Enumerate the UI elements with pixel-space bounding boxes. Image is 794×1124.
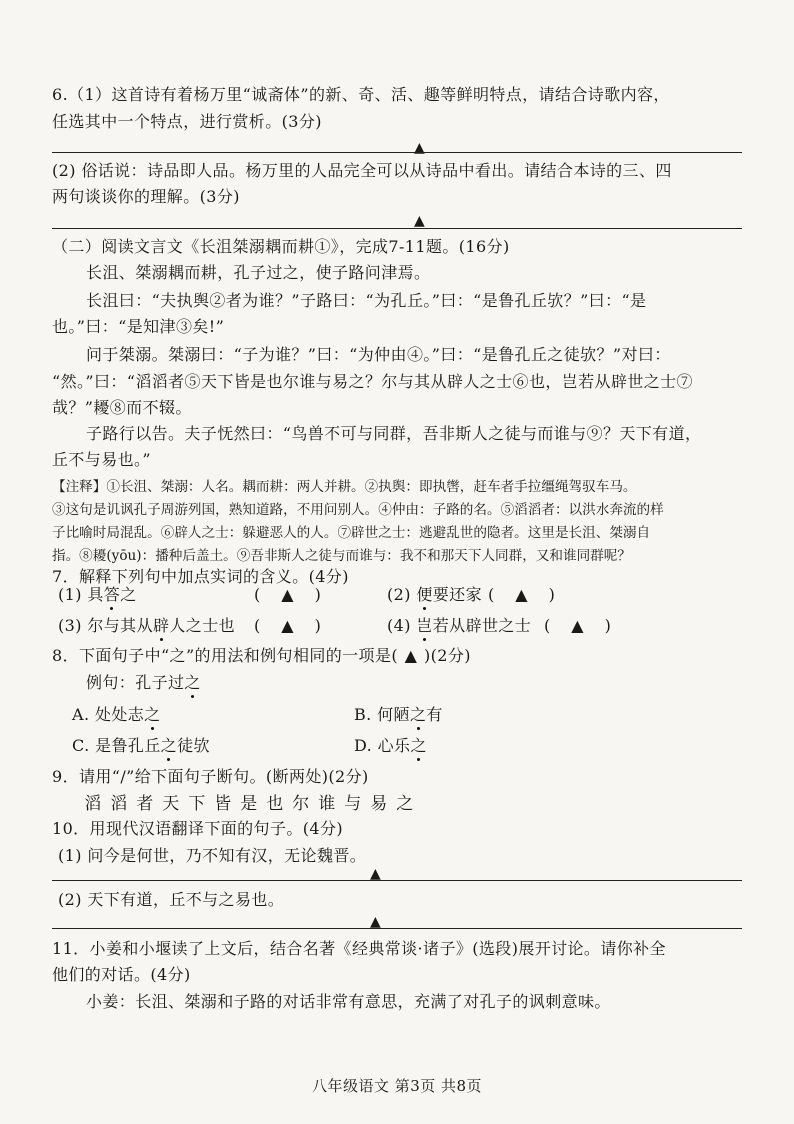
q9-sentence-to-punctuate: 滔 滔 者 天 下 皆 是 也 尔 谁 与 易 之 bbox=[84, 794, 414, 814]
q8-example: 例句：孔子过之 bbox=[86, 673, 201, 692]
q7-item-1-answer-blank: ( ▲ ) bbox=[254, 585, 322, 604]
q8-option-b: B. 何陋之有 bbox=[354, 705, 443, 724]
answer-line bbox=[52, 880, 742, 881]
q7-item-2-answer-blank: ( ▲ ) bbox=[488, 585, 556, 604]
annotation-line: ③这句是讥讽孔子周游列国，熟知道路，不用问别人。④仲由：子路的名。⑤滔滔者：以洪水奔流的样 bbox=[52, 502, 664, 518]
q8-stem: 8．下面句子中“之”的用法和例句相同的一项是( ▲ )(2分) bbox=[52, 646, 471, 665]
q8-option-c: C. 是鲁孔丘之徒欤 bbox=[72, 736, 210, 755]
q11-line-1: 11．小姜和小堰读了上文后，结合名著《经典常谈·诸子》(选段)展开讨论。请你补全 bbox=[52, 939, 666, 958]
q11-line-2: 他们的对话。(4分) bbox=[52, 965, 191, 984]
q10-sentence-2: (2) 天下有道，丘不与之易也。 bbox=[58, 890, 285, 909]
classical-text-line: 长沮曰：“夫执舆②者为谁？”子路曰：“为孔丘。”曰：“是鲁孔丘欤？”曰：“是 bbox=[86, 291, 647, 310]
q11-line-3: 小姜：长沮、桀溺和子路的对话非常有意思，充满了对孔子的讽刺意味。 bbox=[86, 992, 611, 1011]
answer-line bbox=[52, 228, 742, 229]
q7-item-3-answer-blank: ( ▲ ) bbox=[254, 616, 322, 635]
q7-item-2: (2) 便要还家 bbox=[387, 585, 482, 604]
q6-part2-line-2: 两句谈谈你的理解。(3分) bbox=[52, 187, 240, 206]
q7-item-3: (3) 尔与其从辟人之士也 bbox=[58, 616, 235, 635]
classical-text-line: 也。”曰：“是知津③矣!” bbox=[52, 317, 225, 336]
classical-text-line: 丘不与易也。” bbox=[52, 450, 151, 469]
q6-line-1: 6.（1）这首诗有着杨万里“诚斋体”的新、奇、活、趣等鲜明特点，请结合诗歌内容， bbox=[52, 85, 670, 104]
answer-line bbox=[52, 928, 742, 929]
q7-stem: 7．解释下列句中加点实词的含义。(4分) bbox=[52, 567, 349, 586]
section2-heading: （二）阅读文言文《长沮桀溺耦而耕①》，完成7-11题。(16分) bbox=[52, 237, 510, 256]
annotation-line: 子比喻时局混乱。⑥辟人之士：躲避恶人的人。⑦辟世之士：逃避乱世的隐者。这里是长沮、桀溺自 bbox=[52, 525, 651, 541]
answer-marker: ▲ bbox=[370, 866, 381, 882]
classical-text-line: 问于桀溺。桀溺曰：“子为谁？”曰：“为仲由④。”曰：“是鲁孔丘之徒欤？”对曰： bbox=[86, 345, 671, 364]
q6-line-2: 任选其中一个特点，进行赏析。(3分) bbox=[52, 112, 322, 131]
q8-option-d: D. 心乐之 bbox=[354, 736, 427, 755]
q7-item-1: (1) 具答之 bbox=[58, 585, 137, 604]
q9-stem: 9．请用“/”给下面句子断句。(断两处)(2分) bbox=[52, 767, 369, 786]
classical-text-line: “然。”曰：“滔滔者⑤天下皆是也尔谁与易之？尔与其从辟人之士⑥也，岂若从辟世之士⑦ bbox=[52, 372, 693, 391]
q10-sentence-1: (1) 问今是何世，乃不知有汉，无论魏晋。 bbox=[58, 846, 367, 865]
classical-text-line: 哉？”耰⑧而不辍。 bbox=[52, 398, 192, 417]
answer-marker: ▲ bbox=[414, 213, 425, 229]
q7-item-4: (4) 岂若从辟世之士 bbox=[387, 616, 532, 635]
annotation-line: 指。⑧耰(yōu)：播种后盖土。⑨吾非斯人之徒与而谁与：我不和那天下人同群，又和谁同群呢？ bbox=[52, 548, 631, 564]
answer-marker: ▲ bbox=[370, 914, 381, 930]
classical-text-line: 子路行以告。夫子怃然曰：“鸟兽不可与同群，吾非斯人之徒与而谁与⑨？天下有道， bbox=[86, 424, 702, 443]
annotation-line: 【注释】①长沮、桀溺：人名。耦而耕：两人并耕。②执舆：即执辔，赶车者手拉缰绳驾驭车马。 bbox=[52, 479, 637, 495]
page-footer: 八年级语文 第3页 共8页 bbox=[311, 1077, 483, 1095]
q7-item-4-answer-blank: ( ▲ ) bbox=[544, 616, 612, 635]
q8-option-a: A. 处处志之 bbox=[72, 705, 161, 724]
q10-stem: 10．用现代汉语翻译下面的句子。(4分) bbox=[52, 819, 344, 838]
q6-part2-line-1: (2) 俗话说：诗品即人品。杨万里的人品完全可以从诗品中看出。请结合本诗的三、四 bbox=[52, 161, 672, 180]
answer-marker: ▲ bbox=[414, 140, 425, 156]
classical-text-line: 长沮、桀溺耦而耕，孔子过之，使子路问津焉。 bbox=[86, 263, 431, 282]
answer-line bbox=[52, 152, 742, 153]
